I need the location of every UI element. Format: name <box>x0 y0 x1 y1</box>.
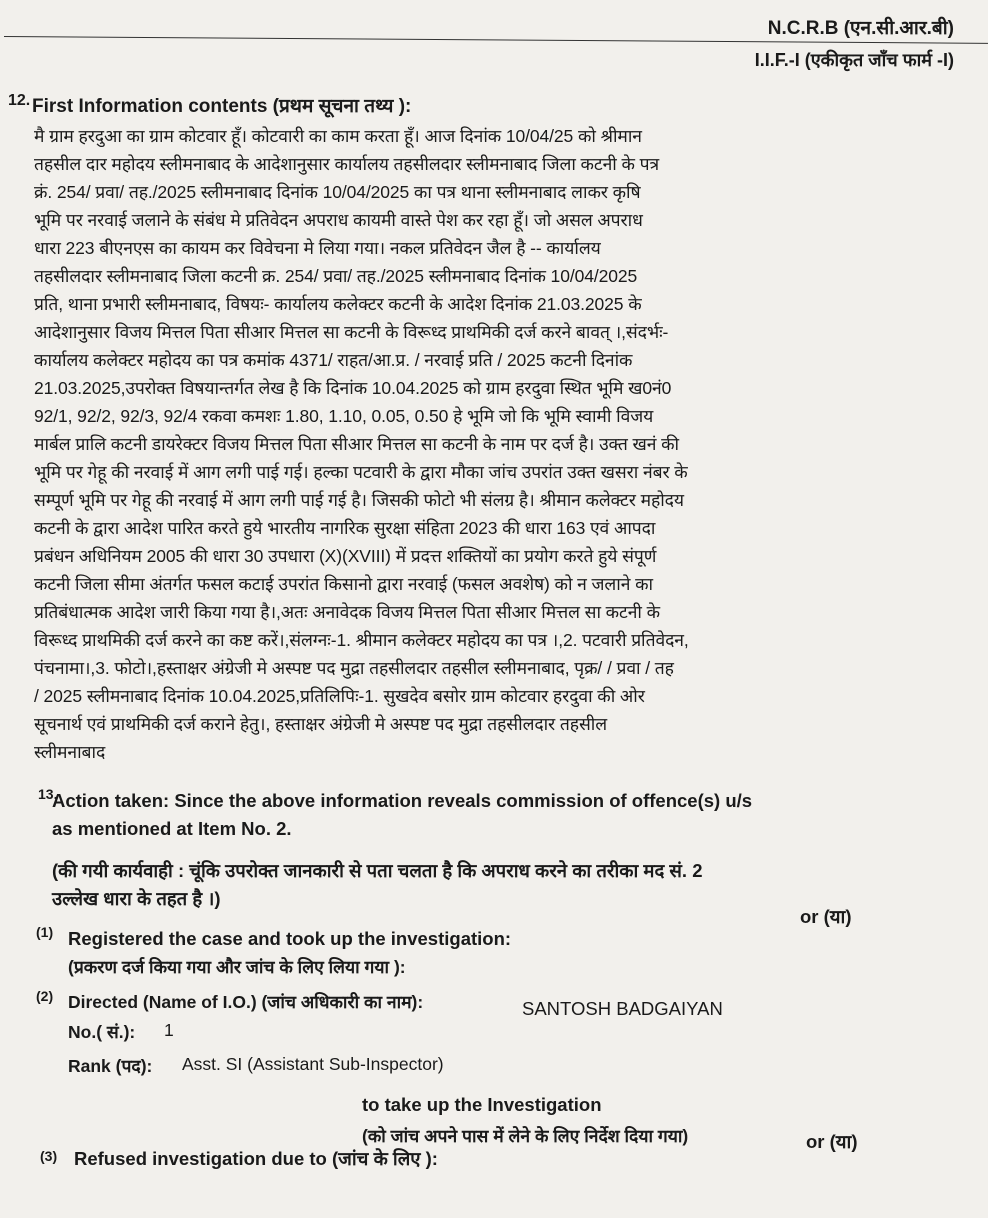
fir-line: विरूध्द प्राथमिकी दर्ज करने का कष्ट करें।,संलग्नः-1. श्रीमान कलेक्टर महोदय का पत्र ।,2. पटवारी प्रतिवेदन, <box>34 630 689 650</box>
or-label-2: or (या) <box>806 1131 858 1152</box>
directed-io-label: Directed (Name of I.O.) (जांच अधिकारी का नाम): <box>68 992 424 1012</box>
fir-line: प्रति, थाना प्रभारी स्लीमनाबाद, विषयः- कार्यालय कलेक्टर कटनी के आदेश दिनांक 21.03.2025 के <box>34 294 642 314</box>
fir-line: क्रं. 254/ प्रवा/ तह./2025 स्लीमनाबाद दिनांक 10/04/2025 का पत्र थाना स्लीमनाबाद लाकर कृषि <box>34 182 641 202</box>
fir-line: तहसीलदार स्लीमनाबाद जिला कटनी क्र. 254/ प्रवा/ तह./2025 स्लीमनाबाद दिनांक 10/04/2025 <box>34 266 638 286</box>
io-number-value: 1 <box>164 1020 174 1040</box>
fir-line: भूमि पर नरवाई जलाने के संबंध मे प्रतिवेदन अपराध कायमी वास्ते पेश कर रहा हूँ। जो असल अपराध <box>34 210 643 230</box>
fir-line: 21.03.2025,उपरोक्त विषयान्तर्गत लेख है कि दिनांक 10.04.2025 को ग्राम हरदुवा स्थित भूमि ख0नं0 <box>34 378 672 398</box>
action-taken-hindi-line1: (की गयी कार्यवाही : चूंकि उपरोक्त जानकारी से पता चलता है कि अपराध करने का तरीका मद सं. 2 <box>52 860 703 881</box>
io-number-label: No.( सं.): <box>68 1022 136 1042</box>
section-12-number: 12. <box>8 92 31 109</box>
action-taken-line1: Action taken: Since the above information reveals commission of offence(s) u/s <box>52 790 753 811</box>
item-3-number: (3) <box>40 1148 58 1164</box>
section-13-number: 13. <box>38 786 58 802</box>
fir-line: सम्पूर्ण भूमि पर गेहू की नरवाई में आग लगी पाई गई है। जिसकी फोटो भी संलग्र है। श्रीमान कलेक्टर महोदय <box>34 490 684 510</box>
fir-line: / 2025 स्लीमनाबाद दिनांक 10.04.2025,प्रतिलिपिः-1. सुखदेव बसोर ग्राम कोटवार हरदुवा की ओर <box>34 686 645 706</box>
fir-line: धारा 223 बीएनएस का कायम कर विवेचना मे लिया गया। नकल प्रतिवेदन जैल है -- कार्यालय <box>34 238 601 258</box>
rank-label: Rank (पद): <box>68 1056 153 1076</box>
fir-line: पंचनामा।,3. फोटो।,हस्ताक्षर अंग्रेजी मे अस्पष्ट पद मुद्रा तहसीलदार तहसील स्लीमनाबाद, पृक्र/ / प्रवा / तह <box>34 658 674 678</box>
item-1-english: Registered the case and took up the investigation: <box>68 928 512 949</box>
fir-line: मार्बल प्रालि कटनी डायरेक्टर विजय मित्तल पिता सीआर मित्तल सा कटनी के नाम पर दर्ज है। उक्त खनं की <box>34 434 679 454</box>
refused-investigation-label: Refused investigation due to (जांच के लिए ): <box>74 1148 438 1169</box>
fir-line: सूचनार्थ एवं प्राथमिकी दर्ज कराने हेतु।, हस्ताक्षर अंग्रेजी मे अस्पष्ट पद मुद्रा तहसीलदार तहसील <box>34 714 607 734</box>
fir-line: स्लीमनाबाद <box>34 742 106 762</box>
fir-line: कटनी के द्वारा आदेश पारित करते हुये भारतीय नागरिक सुरक्षा संहिता 2023 की धारा 163 एवं आपदा <box>34 518 656 538</box>
item-1-hindi: (प्रकरण दर्ज किया गया और जांच के लिए लिया गया ): <box>68 957 406 977</box>
or-label-1: or (या) <box>800 906 852 927</box>
io-name-value: SANTOSH BADGAIYAN <box>522 998 723 1019</box>
fir-line: भूमि पर गेहू की नरवाई में आग लगी पाई गई। हल्का पटवारी के द्वारा मौका जांच उपरांत उक्त खसरा नंबर के <box>34 462 688 482</box>
form-header-iif: I.I.F.-I (एकीकृत जाँच फार्म -I) <box>754 50 954 70</box>
fir-line: तहसील दार महोदय स्लीमनाबाद के आदेशानुसार कार्यालय तहसीलदार स्लीमनाबाद जिला कटनी के पत्र <box>34 154 660 174</box>
item-1-number: (1) <box>36 924 54 940</box>
action-taken-hindi-line2: उल्लेख धारा के तहत है ।) <box>52 888 221 909</box>
fir-line: आदेशानुसार विजय मित्तल पिता सीआर मित्तल सा कटनी के विरूध्द प्राथमिकी दर्ज करने बावत् ।,संदर्भः- <box>34 322 669 342</box>
fir-line: कटनी जिला सीमा अंतर्गत फसल कटाई उपरांत किसानो द्वारा नरवाई (फसल अवशेष) को न जलाने का <box>34 574 653 594</box>
fir-line: प्रबंधन अधिनियम 2005 की धारा 30 उपधारा (X)(XVIII) में प्रदत्त शक्तियों का प्रयोग करते हुये संपूर्ण <box>34 546 657 566</box>
take-up-investigation-hindi: (को जांच अपने पास में लेने के लिए निर्देश दिया गया) <box>362 1126 689 1146</box>
action-taken-line2: as mentioned at Item No. 2. <box>52 818 292 839</box>
item-2-number: (2) <box>36 988 54 1004</box>
fir-line: प्रतिबंधात्मक आदेश जारी किया गया है।,अतः अनावेदक विजय मित्तल पिता सीआर मित्तल सा कटनी के <box>34 602 660 622</box>
section-12-title: First Information contents (प्रथम सूचना तथ्य ): <box>32 96 412 117</box>
form-header-ncrb: N.C.R.B (एन.सी.आर.बी) <box>767 18 954 39</box>
fir-line: 92/1, 92/2, 92/3, 92/4 रकवा कमशः 1.80, 1.10, 0.05, 0.50 हे भूमि जो कि भूमि स्वामी विजय <box>34 406 654 426</box>
rank-value: Asst. SI (Assistant Sub-Inspector) <box>182 1054 444 1074</box>
fir-line: मै ग्राम हरदुआ का ग्राम कोटवार हूँ। कोटवारी का काम करता हूँ। आज दिनांक 10/04/25 को श्रीमान <box>34 126 642 146</box>
take-up-investigation-text: to take up the Investigation <box>362 1094 602 1115</box>
fir-line: कार्यालय कलेक्टर महोदय का पत्र कमांक 4371/ राहत/आ.प्र. / नरवाई प्रति / 2025 कटनी दिनांक <box>34 350 633 370</box>
